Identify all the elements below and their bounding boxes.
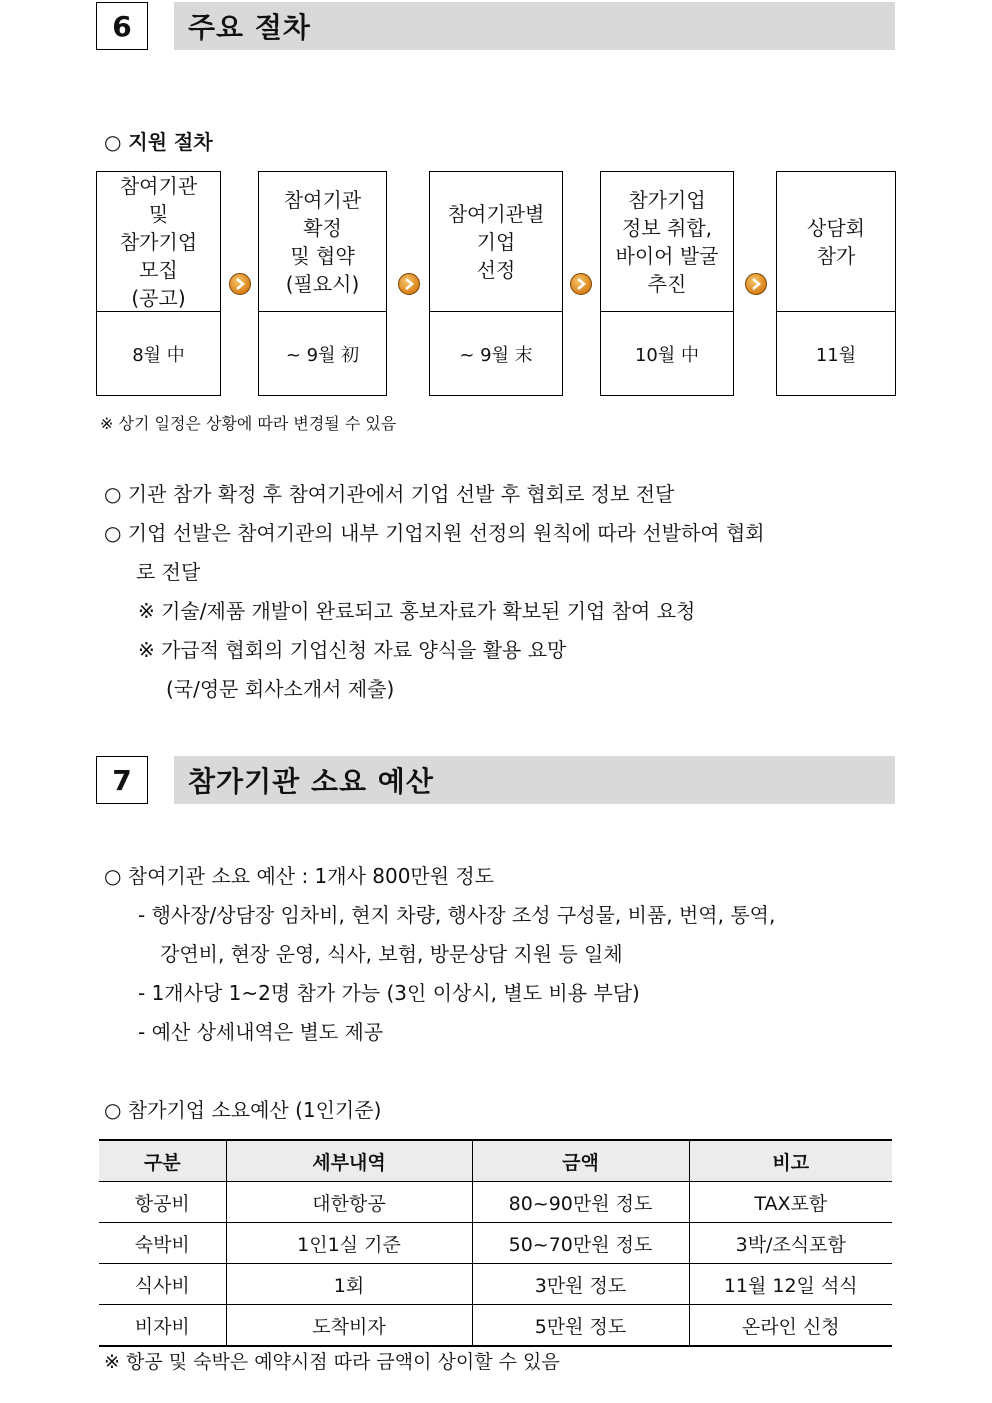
table-cell: 항공비 <box>99 1182 226 1223</box>
bullet-1: ○ 기관 참가 확정 후 참여기관에서 기업 선발 후 협회로 정보 전달 <box>104 482 675 506</box>
flow-step-3 <box>429 171 563 396</box>
flow-step-4 <box>600 171 734 396</box>
bullet-2-cont: 로 전달 <box>136 560 201 584</box>
bullet-2: ○ 기업 선발은 참여기관의 내부 기업지원 선정의 원칙에 따라 선발하여 협회 <box>104 521 765 545</box>
section-7-title: 참가기관 소요 예산 <box>174 756 895 804</box>
flow-step-2-when: ~ 9월 初 <box>285 344 360 366</box>
company-budget-heading: ○ 참가기업 소요예산 (1인기준) <box>104 1098 382 1122</box>
table-header: 금액 <box>472 1140 689 1182</box>
flow-step-1-when: 8월 中 <box>132 344 185 366</box>
flow-step-3-label: 참여기관별 기업 선정 <box>447 201 545 282</box>
flow-step-4-label: 참가기업 정보 취합, 바이어 발굴 추진 <box>615 187 719 296</box>
flow-step-2 <box>258 171 387 396</box>
circle-arrow-right-icon <box>229 273 251 295</box>
flow-step-5 <box>776 171 896 396</box>
budget-line-3: 강연비, 현장 운영, 식사, 보험, 방문상담 지원 등 일체 <box>160 942 623 966</box>
table-cell: 도착비자 <box>226 1305 472 1347</box>
table-cell: 대한항공 <box>226 1182 472 1223</box>
section-6-number: 6 <box>96 2 148 50</box>
section-6-title: 주요 절차 <box>174 2 895 50</box>
circle-arrow-right-icon <box>398 273 420 295</box>
flow-step-1 <box>96 171 221 396</box>
budget-line-4: - 1개사당 1~2명 참가 가능 (3인 이상시, 별도 비용 부담) <box>138 981 640 1005</box>
flow-step-2-label: 참여기관 확정 및 협약 (필요시) <box>283 187 362 296</box>
table-header: 세부내역 <box>226 1140 472 1182</box>
table-cell: 3만원 정도 <box>472 1264 689 1305</box>
table-cell: 비자비 <box>99 1305 226 1347</box>
table-cell: 1인1실 기준 <box>226 1223 472 1264</box>
table-cell: 식사비 <box>99 1264 226 1305</box>
table-cell: 숙박비 <box>99 1223 226 1264</box>
table-header-row <box>99 1140 892 1182</box>
table-row <box>99 1264 892 1305</box>
note-1: ※ 기술/제품 개발이 완료되고 홍보자료가 확보된 기업 참여 요청 <box>138 599 696 623</box>
table-cell: TAX포함 <box>689 1182 892 1223</box>
table-header: 구분 <box>99 1140 226 1182</box>
table-cell: 50~70만원 정도 <box>472 1223 689 1264</box>
table-cell: 11월 12일 석식 <box>689 1264 892 1305</box>
table-cell: 80~90만원 정도 <box>472 1182 689 1223</box>
table-cell: 온라인 신청 <box>689 1305 892 1347</box>
budget-line-2: - 행사장/상담장 임차비, 현지 차량, 행사장 조성 구성물, 비품, 번역, 통역, <box>138 903 776 927</box>
table-row <box>99 1182 892 1223</box>
table-cell: 1회 <box>226 1264 472 1305</box>
budget-line-5: - 예산 상세내역은 별도 제공 <box>138 1020 384 1044</box>
circle-arrow-right-icon <box>570 273 592 295</box>
note-2-cont: (국/영문 회사소개서 제출) <box>166 677 395 701</box>
section-7-number: 7 <box>96 756 148 804</box>
budget-table <box>99 1139 892 1347</box>
flow-step-5-when: 11월 <box>815 344 857 366</box>
flow-step-4-when: 10월 中 <box>634 344 699 366</box>
flow-step-1-label: 참여기관 및 참가기업 모집 (공고) <box>119 173 198 310</box>
circle-arrow-right-icon <box>745 273 767 295</box>
table-row <box>99 1305 892 1347</box>
flow-step-3-when: ~ 9월 末 <box>459 344 533 366</box>
table-cell: 3박/조식포함 <box>689 1223 892 1264</box>
table-row <box>99 1223 892 1264</box>
schedule-note: ※ 상기 일정은 상황에 따라 변경될 수 있음 <box>100 414 397 433</box>
support-procedure-heading: ○ 지원 절차 <box>104 130 213 154</box>
note-2: ※ 가급적 협회의 기업신청 자료 양식을 활용 요망 <box>138 638 567 662</box>
table-header: 비고 <box>689 1140 892 1182</box>
table-cell: 5만원 정도 <box>472 1305 689 1347</box>
flow-step-5-label: 상담회 참가 <box>807 215 865 268</box>
budget-line-1: ○ 참여기관 소요 예산 : 1개사 800만원 정도 <box>104 864 495 888</box>
table-note: ※ 항공 및 숙박은 예약시점 따라 금액이 상이할 수 있음 <box>104 1351 560 1373</box>
